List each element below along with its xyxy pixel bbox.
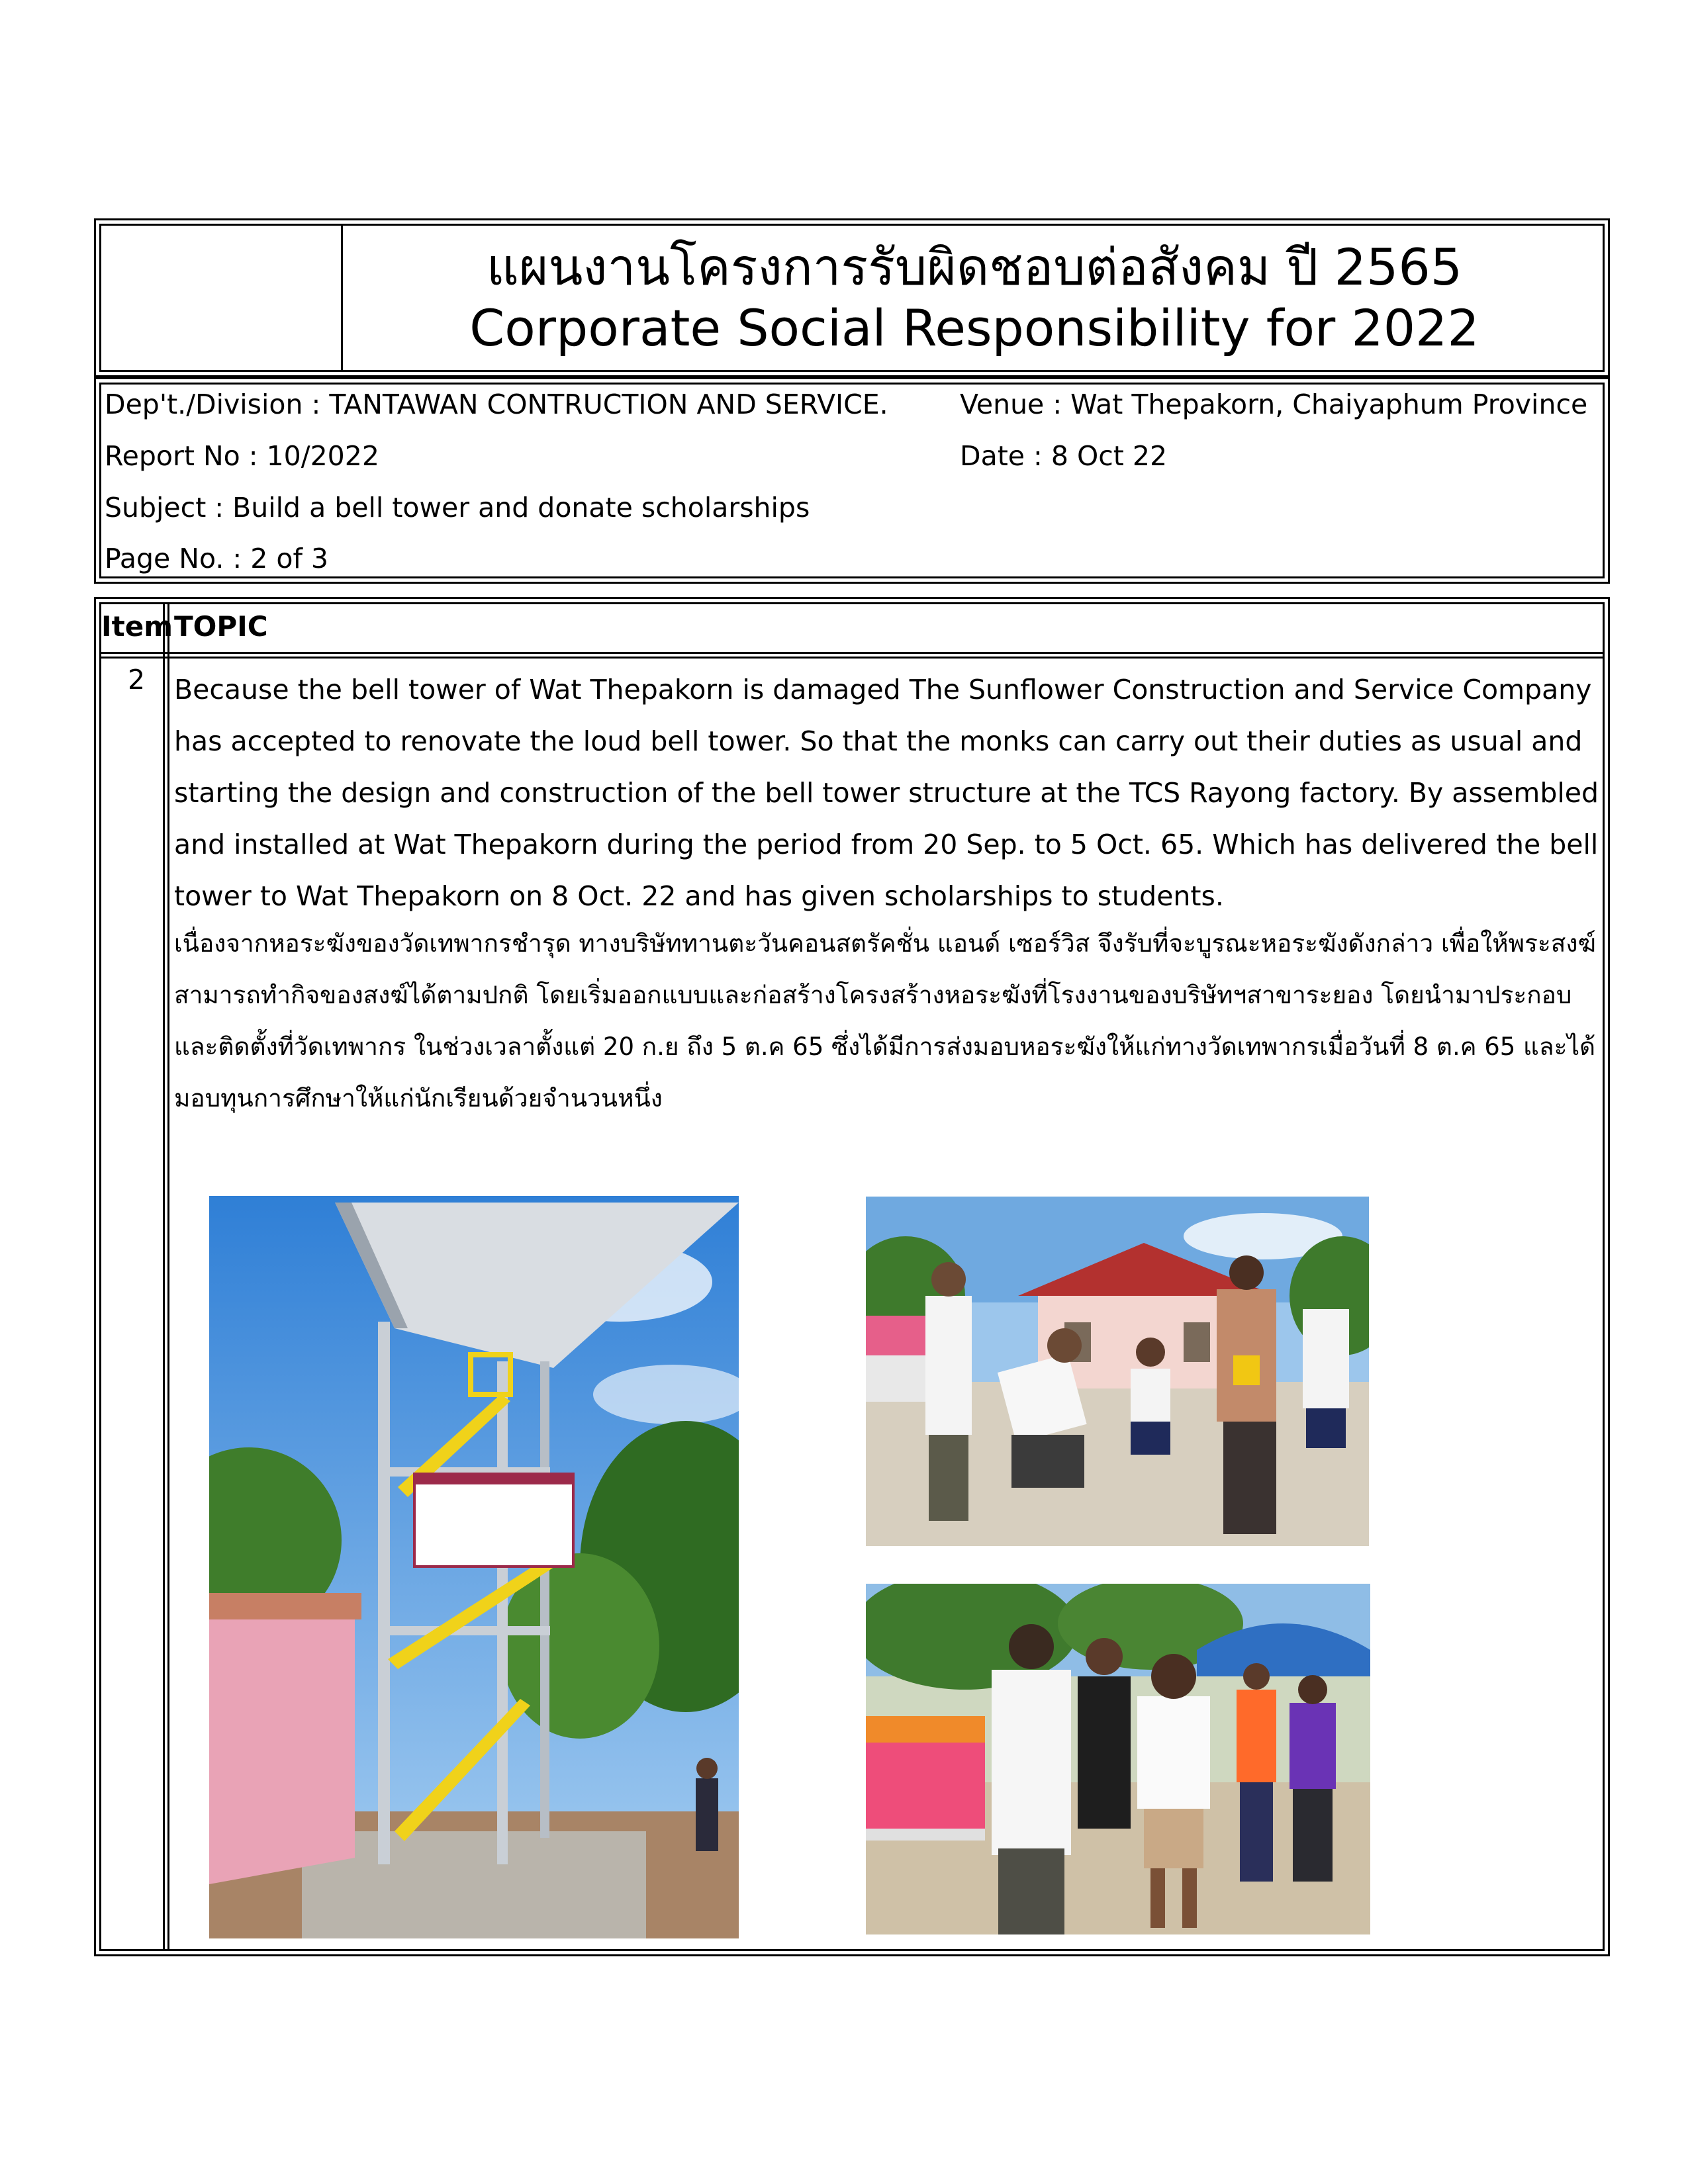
column-divider [163, 602, 165, 1951]
division-text: Dep't./Division : TANTAWAN CONTRUCTION AND SERVICE. [105, 388, 888, 420]
column-header-topic: TOPIC [174, 610, 268, 643]
header-divider [99, 657, 1605, 659]
student-scholarship-photo [866, 1584, 1370, 1934]
header-divider [99, 652, 1605, 654]
page-number-text: Page No. : 2 of 3 [105, 543, 328, 574]
report-number-text: Report No : 10/2022 [105, 440, 379, 472]
bell-tower-photo [209, 1196, 739, 1938]
subject-text: Subject : Build a bell tower and donate scholarships [105, 492, 810, 523]
report-info-block [94, 377, 1610, 584]
column-header-item: Item [101, 610, 173, 643]
topic-paragraph-thai: เนื่องจากหอระฆังของวัดเทพากรชำรุด ทางบริษัททานตะวันคอนสตรัคชั่น แอนด์ เซอร์วิส จึงรับที่จะบูรณะหอระฆังดังกล่าว เพื่อให้พระสงฆ์สามารถทำกิจของสงฆ์ได้ตามปกติ โดยเริ่มออกแบบและก่อสร้างโครงสร้างหอระฆังที่โรงงานของบริษัทฯสาขาระยอง โดยนำมาประกอบและติดตั้งที่วัดเทพากร ในช่วงเวลาตั้งแต่ 20 ก.ย ถึง 5 ต.ค 65 ซึ่งได้มีการส่งมอบหอระฆังให้แก่ทางวัดเทพากรเมื่อวันที่ 8 ต.ค 65 และได้มอบทุนการศึกษาให้แก่นักเรียนด้วยจำนวนหนึ่ง [174, 929, 1596, 1113]
scholarship-ceremony-photo [866, 1197, 1369, 1546]
topic-paragraph-english: Because the bell tower of Wat Thepakorn is damaged The Sunflower Construction and Service Company has accepted to renovate the loud bell tower. So that the monks can carry out their duties as usual and starting the design and construction of the bell tower structure at the TCS Rayong factory. By assembled and installed at Wat Thepakorn during the period from 20 Sep. to 5 Oct. 65. Which has delivered the bell tower to Wat Thepakorn on 8 Oct. 22 and has given scholarships to students. [174, 674, 1599, 912]
page-title [348, 237, 1601, 359]
venue-text: Venue : Wat Thepakorn, Chaiyaphum Province [960, 388, 1588, 420]
item-number: 2 [128, 664, 146, 696]
logo-cell [99, 224, 343, 372]
date-text: Date : 8 Oct 22 [960, 440, 1168, 472]
title-block [94, 218, 1610, 377]
column-divider [167, 602, 169, 1951]
title-thai: แผนงานโครงการรับผิดชอบต่อสังคม ปี 2565 [486, 238, 1463, 296]
title-english: Corporate Social Responsibility for 2022 [469, 298, 1479, 357]
